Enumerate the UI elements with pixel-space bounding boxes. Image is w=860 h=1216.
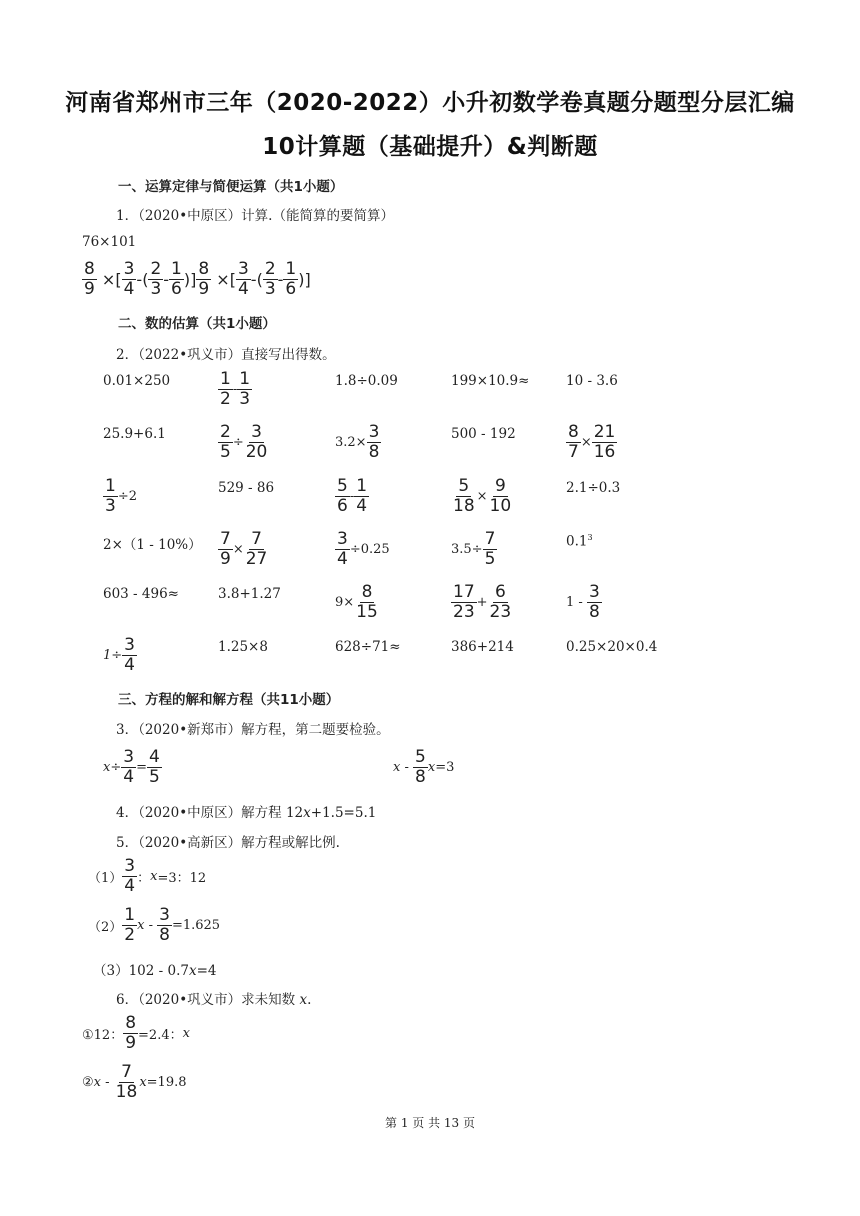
q2-r4-c3: $\frac{3}{4}$ ÷0.25 — [337, 529, 390, 569]
q2-r2-c4: 500 - 192 — [451, 426, 516, 442]
q2-r4-c5: $0.1^3$ — [566, 533, 593, 550]
q2-r3-c3: $\frac{5}{6}$ - $\frac{1}{4}$ — [337, 476, 368, 516]
q2-r3-c1: $\frac{1}{3}$ ÷2 — [105, 476, 137, 516]
section-heading-1: 一、运算定律与简便运算（共1小题） — [118, 179, 344, 195]
q2-r4-c2: $\frac{7}{9}$ × $\frac{7}{27}$ — [220, 529, 268, 569]
section-heading-2: 二、数的估算（共1小题） — [118, 316, 276, 332]
page-footer: 第 1 页 共 13 页 — [385, 1116, 475, 1130]
q2-r5-c4: $\frac{17}{23}$ + $\frac{6}{23}$ — [453, 582, 512, 622]
page-subtitle: 10计算题（基础提升）&判断题 — [262, 134, 598, 160]
q2-r2-c2: $\frac{2}{5}$ ÷ $\frac{3}{20}$ — [220, 422, 268, 462]
q5-part-1: （1） $\frac{3}{4}$ ：x=3：12 — [88, 856, 207, 896]
q2-r5-c5: 1 - $\frac{3}{8}$ — [566, 582, 600, 622]
q2-r1-c3: 1.8÷0.09 — [335, 373, 398, 389]
q2-r6-c2: 1.25×8 — [218, 639, 268, 655]
q3-equation-1: x÷ $\frac{3}{4}$ = $\frac{4}{5}$ — [103, 747, 160, 787]
q6-part-2: ②x - $\frac{7}{18}$ x=19.8 — [82, 1062, 187, 1102]
q1-line1: 76×101 — [82, 234, 137, 250]
q2-r2-c1: 25.9+6.1 — [103, 426, 166, 442]
q2-r1-c1: 0.01×250 — [103, 373, 171, 389]
q6-part-1: ①12： $\frac{8}{9}$ =2.4：x — [82, 1013, 190, 1053]
q3-stem: 3．（2020•新郑市）解方程，第二题要检验。 — [116, 722, 390, 738]
q2-r1-c4: 199×10.9≈ — [451, 373, 530, 389]
q5-part-3: （3）102 - 0.7x=4 — [93, 963, 217, 979]
q4-stem: 4．（2020•中原区）解方程 12x+1.5=5.1 — [116, 805, 377, 821]
q2-r4-c1: 2×（1 - 10%） — [103, 537, 202, 553]
q2-r3-c4: $\frac{5}{18}$ × $\frac{9}{10}$ — [453, 476, 512, 516]
q2-r5-c3: 9× $\frac{8}{15}$ — [335, 582, 378, 622]
fraction: $\frac{8}{9}$ — [84, 259, 95, 299]
q2-r2-c5: $\frac{8}{7}$ × $\frac{21}{16}$ — [568, 422, 616, 462]
q2-r6-c3: 628÷71≈ — [335, 639, 401, 655]
q2-r6-c5: 0.25×20×0.4 — [566, 639, 658, 655]
q1-stem: 1．（2020•中原区）计算.（能简算的要简算） — [116, 208, 394, 224]
q2-r1-c2: $\frac{1}{2}$ - $\frac{1}{3}$ — [220, 369, 251, 409]
q5-stem: 5．（2020•高新区）解方程或解比例. — [116, 835, 340, 851]
q1-line2: $\frac{8}{9}$ ×[ $\frac{3}{4}$ -( $\frac{2}{3}$ - $\frac{1}{6}$ )] $\frac{8}{9}$ ×[ $\frac{3}{4}$ -( $\frac{2}{3}$ - $\frac{1}{6}$ )] — [84, 259, 311, 299]
q2-r6-c1: 1÷ $\frac{3}{4}$ — [103, 635, 135, 675]
q2-r3-c5: 2.1÷0.3 — [566, 480, 621, 496]
q6-stem: 6．（2020•巩义市）求未知数 x. — [116, 992, 312, 1008]
q2-stem: 2．（2022•巩义市）直接写出得数。 — [116, 347, 336, 363]
q2-r4-c4: 3.5÷ $\frac{7}{5}$ — [451, 529, 496, 569]
q3-equation-2: x - $\frac{5}{8}$ x=3 — [393, 747, 455, 787]
q2-r5-c2: 3.8+1.27 — [218, 586, 281, 602]
q2-r1-c5: 10 - 3.6 — [566, 373, 618, 389]
q2-r5-c1: 603 - 496≈ — [103, 586, 179, 602]
q2-r3-c2: 529 - 86 — [218, 480, 275, 496]
q5-part-2: （2） $\frac{1}{2}$ x - $\frac{3}{8}$ =1.625 — [88, 905, 221, 945]
q2-r6-c4: 386+214 — [451, 639, 514, 655]
q2-r2-c3: 3.2× $\frac{3}{8}$ — [335, 422, 380, 462]
section-heading-3: 三、方程的解和解方程（共11小题） — [118, 692, 340, 708]
page-title: 河南省郑州市三年（2020-2022）小升初数学卷真题分题型分层汇编 — [65, 90, 795, 116]
